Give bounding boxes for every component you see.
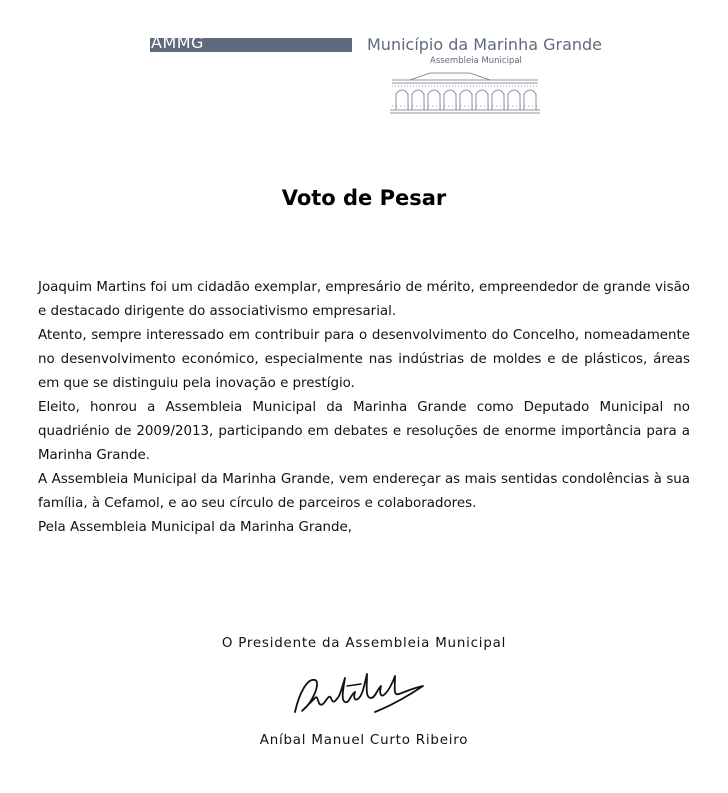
document-body xyxy=(38,276,690,540)
body-paragraph: A Assembleia Municipal da Marinha Grande, vem endereçar as mais sentidas condolências à sua família, à Cefamol, e ao seu círculo de parceiros e colaboradores. xyxy=(38,472,690,511)
ammg-logo-text: AMMG xyxy=(151,33,204,52)
building-illustration xyxy=(390,70,540,116)
signer-name: Aníbal Manuel Curto Ribeiro xyxy=(259,733,469,748)
handwritten-signature xyxy=(285,664,445,724)
assembly-name: Assembleia Municipal xyxy=(430,56,522,66)
municipality-name: Município da Marinha Grande xyxy=(367,35,603,54)
body-paragraph: Joaquim Martins foi um cidadão exemplar, empresário de mérito, empreendedor de grande visão e destacado dirigente do associativismo empresarial. xyxy=(38,280,690,319)
body-paragraph: Eleito, honrou a Assembleia Municipal da Marinha Grande como Deputado Municipal no quadriénio de 2009/2013, participando em debates e resoluções de enorme importância para a Marinha Grande. xyxy=(38,400,690,463)
signoff-role: O Presidente da Assembleia Municipal xyxy=(221,636,507,651)
document-title: Voto de Pesar xyxy=(281,186,447,210)
letterhead xyxy=(0,0,728,120)
body-paragraph: Pela Assembleia Municipal da Marinha Grande, xyxy=(38,520,353,535)
body-paragraph: Atento, sempre interessado em contribuir para o desenvolvimento do Concelho, nomeadamente no desenvolvimento económico, especialmente nas indústrias de moldes e de plásticos, áreas em que se distinguiu pela inovação e prestígio. xyxy=(38,328,690,391)
